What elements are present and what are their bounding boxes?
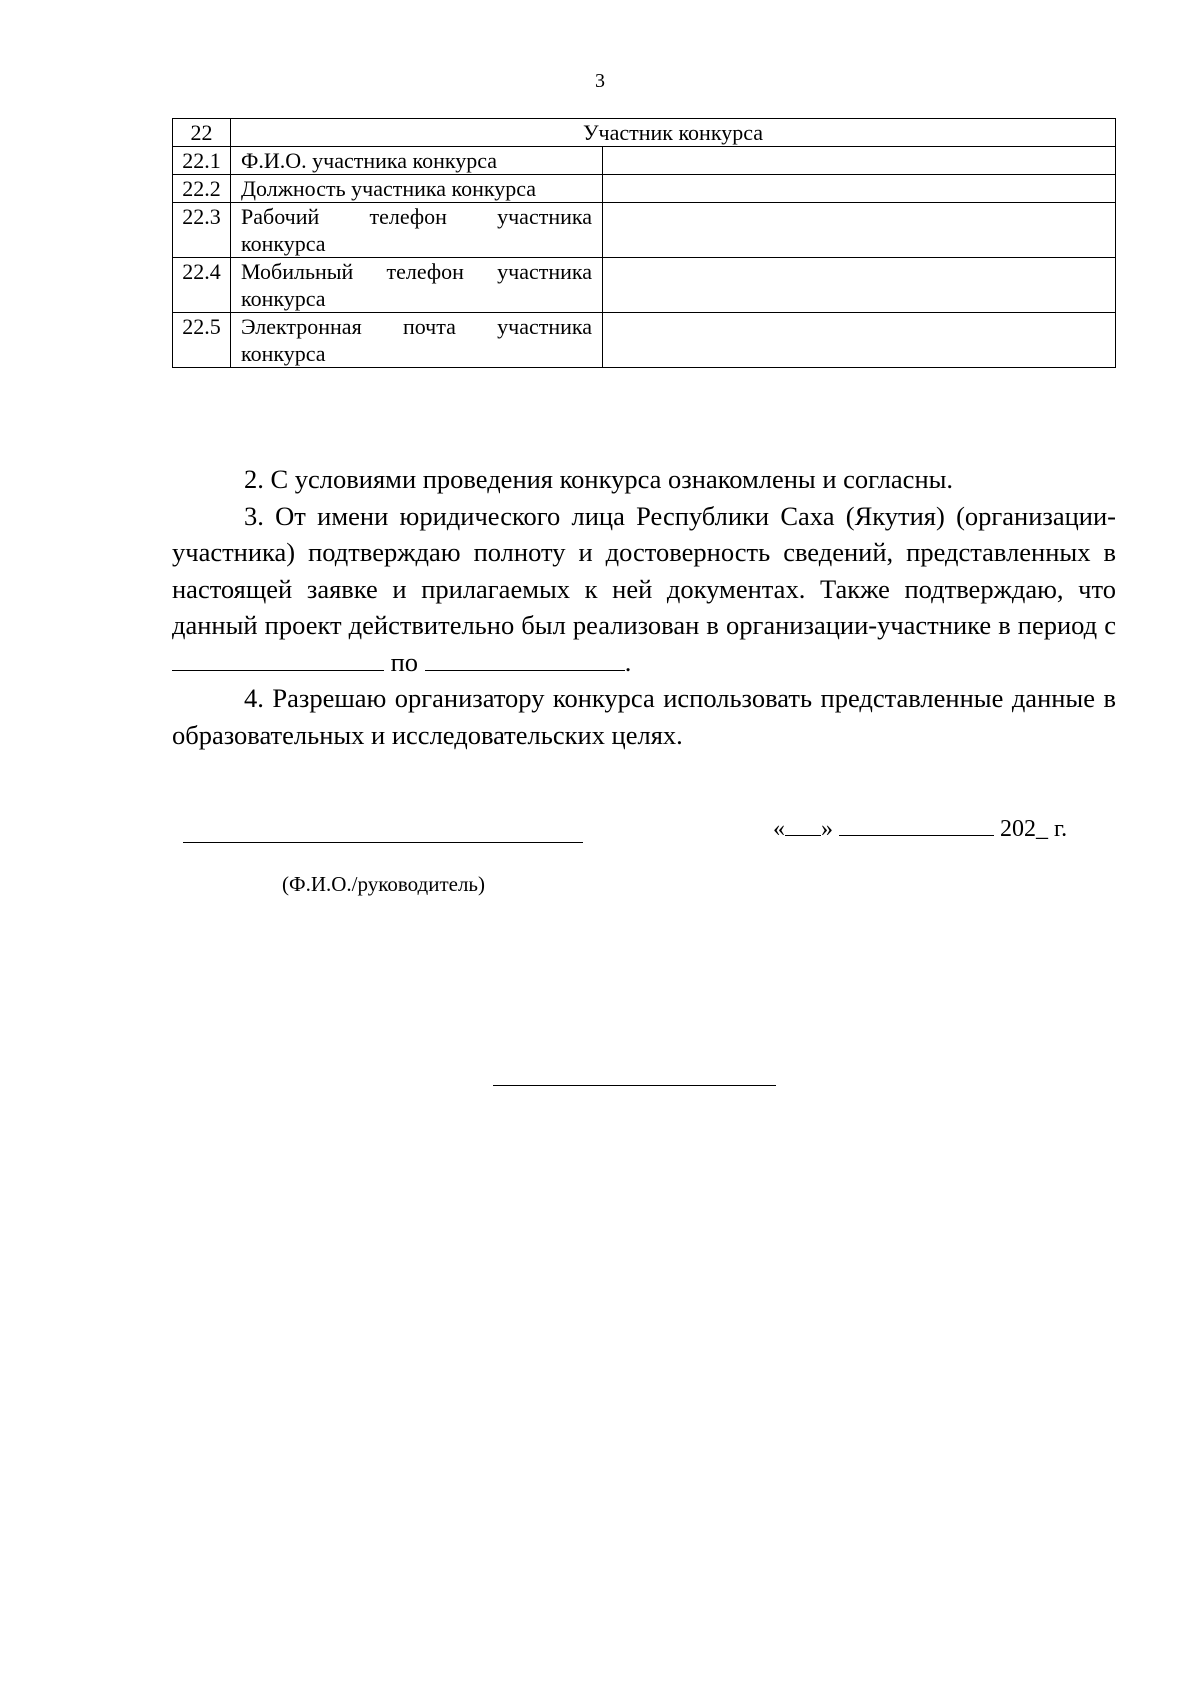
- row-label: [231, 313, 603, 368]
- period-end-punct: .: [624, 646, 632, 677]
- row-number: 22.5: [173, 313, 231, 368]
- header-number-cell: 22: [173, 119, 231, 147]
- table-row: [173, 313, 1116, 368]
- date-open-quote: «: [773, 816, 785, 842]
- row-label-word: Электронная: [241, 314, 362, 339]
- row-label-word: участника: [497, 314, 592, 339]
- row-label: [231, 258, 603, 313]
- row-label-word: участника: [497, 259, 592, 284]
- end-divider: [493, 1085, 776, 1086]
- date-month-field[interactable]: [839, 815, 994, 836]
- row-label-word: телефон: [386, 259, 464, 284]
- paragraph-4: 4. Разрешаю организатору конкурса использовать представленные данные в образовательных и исследовательских целях.: [172, 683, 1116, 750]
- row-label-line: [241, 258, 592, 285]
- paragraph-3: [172, 498, 1116, 681]
- row-label-line: конкурса: [241, 286, 326, 311]
- row-value-field[interactable]: [603, 175, 1116, 203]
- row-label-line: конкурса: [241, 341, 326, 366]
- date-line: [773, 815, 1067, 843]
- period-separator: по: [390, 646, 419, 677]
- row-label: Должность участника конкурса: [231, 175, 603, 203]
- row-number: 22.4: [173, 258, 231, 313]
- signature-caption: (Ф.И.О./руководитель): [282, 872, 485, 896]
- row-value-field[interactable]: [603, 147, 1116, 175]
- table-row: [173, 175, 1116, 203]
- page-number: 3: [595, 70, 605, 92]
- row-label-word: Рабочий: [241, 204, 320, 229]
- date-year: 202_ г.: [1000, 816, 1068, 842]
- row-label: [231, 203, 603, 258]
- participant-table: [172, 118, 1116, 368]
- table-row: [173, 258, 1116, 313]
- row-number: 22.2: [173, 175, 231, 203]
- row-value-field[interactable]: [603, 203, 1116, 258]
- row-label-word: телефон: [369, 204, 447, 229]
- table-row: [173, 147, 1116, 175]
- row-label-word: Мобильный: [241, 259, 354, 284]
- date-day-field[interactable]: [785, 815, 821, 836]
- row-label-word: участника: [497, 204, 592, 229]
- row-label-word: почта: [402, 314, 456, 339]
- row-label-line: конкурса: [241, 231, 326, 256]
- row-value-field[interactable]: [603, 313, 1116, 368]
- header-title-cell: Участник конкурса: [231, 119, 1116, 147]
- row-label: Ф.И.О. участника конкурса: [231, 147, 603, 175]
- table-row: [173, 203, 1116, 258]
- row-label-line: [241, 203, 592, 230]
- consent-text: [172, 461, 1116, 753]
- signature-line[interactable]: [183, 842, 583, 843]
- row-label-line: [241, 313, 592, 340]
- table-header-row: [173, 119, 1116, 147]
- paragraph-2: 2. С условиями проведения конкурса ознакомлены и согласны.: [244, 464, 954, 494]
- date-close-quote: »: [821, 816, 833, 842]
- paragraph-3-text: 3. От имени юридического лица Республики Саха (Якутия) (организации-участника) подтверждаю полноту и достоверность сведений, представленных в настоящей заявке и прилагаемых к ней документах. Также подтверждаю, что данный проект действительно был реализован в организации-участнике в период с: [172, 500, 1116, 640]
- row-number: 22.3: [173, 203, 231, 258]
- period-start-field[interactable]: [172, 646, 384, 671]
- row-number: 22.1: [173, 147, 231, 175]
- row-value-field[interactable]: [603, 258, 1116, 313]
- period-end-field[interactable]: [425, 646, 625, 671]
